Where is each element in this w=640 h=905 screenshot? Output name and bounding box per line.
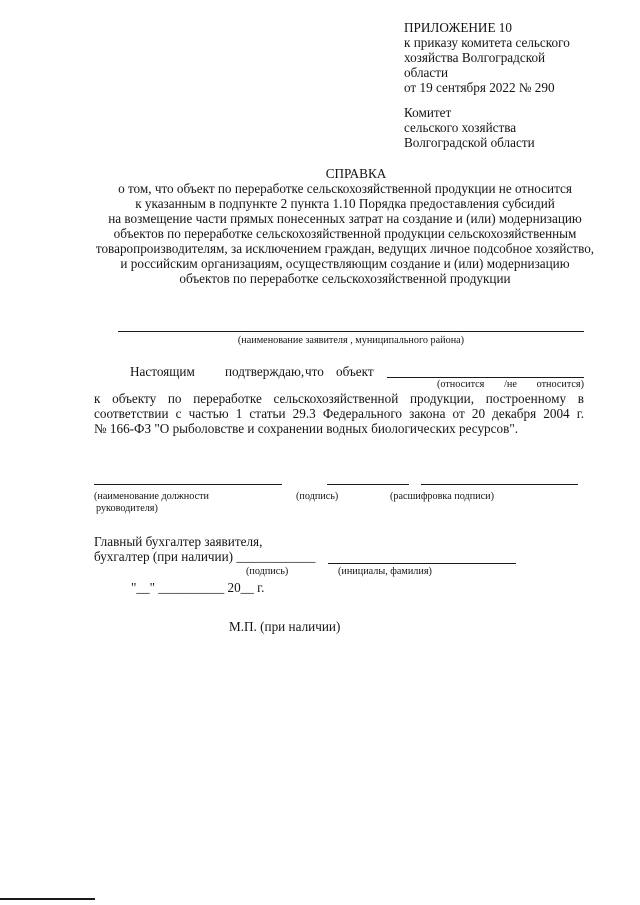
body-line: № 166-ФЗ "О рыболовстве и сохранении водных биологических ресурсов". (94, 421, 519, 436)
subtitle-line: на возмещение части прямых понесенных затрат на создание и (или) модернизацию (108, 211, 582, 226)
accountant-label: Главный бухгалтер заявителя, (94, 534, 263, 549)
object-relation-field[interactable] (387, 377, 584, 378)
subtitle-line: о том, что объект по переработке сельскохозяйственной продукции не относится (118, 181, 572, 196)
stamp-placeholder: М.П. (при наличии) (229, 619, 341, 634)
date-field[interactable]: "__" __________ 20__ г. (131, 580, 265, 595)
document-title: СПРАВКА (325, 166, 387, 181)
signature-caption: (подпись) (296, 491, 339, 502)
subtitle-line: и российским организациям, осуществляющим создание и (или) модернизацию (120, 256, 570, 271)
applicant-caption: (наименование заявителя , муниципального района) (237, 335, 465, 346)
subtitle-line: к указанным в подпункте 2 пункта 1.10 Порядка предоставления субсидий (135, 196, 555, 211)
addressee-line: Комитет (404, 105, 452, 120)
addressee-line: Волгоградской области (404, 135, 535, 150)
accountant-label: бухгалтер (при наличии) ____________ (94, 549, 316, 564)
accountant-sign-caption: (подпись) (246, 566, 289, 577)
accountant-name-caption: (инициалы, фамилия) (338, 566, 432, 577)
appendix-order-date: от 19 сентября 2022 № 290 (404, 80, 555, 95)
subtitle-line: объектов по переработке сельскохозяйственной продукции сельскохозяйственным (113, 226, 577, 241)
signature-field[interactable] (327, 484, 409, 485)
position-caption: руководителя) (96, 503, 158, 514)
confirm-word: что (305, 364, 324, 379)
body-line: соответствии с частью 1 статьи 29.3 Федерального закона от 20 декабря 2004 г. (94, 406, 584, 421)
body-line: к объекту по переработке сельскохозяйственной продукции, построенному в (94, 391, 584, 406)
subtitle-line: товаропроизводителям, за исключением граждан, ведущих личное подсобное хозяйство, (95, 241, 595, 256)
accountant-name-field[interactable] (328, 563, 516, 564)
appendix-line: хозяйства Волгоградской (404, 50, 546, 65)
signature-decode-field[interactable] (421, 484, 578, 485)
appendix-heading: ПРИЛОЖЕНИЕ 10 (404, 20, 512, 35)
confirm-word: подтверждаю, (225, 364, 305, 379)
position-caption: (наименование должности (94, 491, 209, 502)
appendix-line: области (404, 65, 449, 80)
relation-caption: (относится /не относится) (437, 379, 584, 390)
applicant-name-field[interactable] (118, 331, 584, 332)
confirm-word: Настоящим (130, 364, 195, 379)
position-field[interactable] (94, 484, 282, 485)
appendix-line: к приказу комитета сельского (404, 35, 570, 50)
subtitle-line: объектов по переработке сельскохозяйственной продукции (179, 271, 511, 286)
decode-caption: (расшифровка подписи) (390, 491, 494, 502)
addressee-line: сельского хозяйства (404, 120, 517, 135)
confirm-word: объект (336, 364, 374, 379)
bottom-divider (0, 898, 95, 900)
